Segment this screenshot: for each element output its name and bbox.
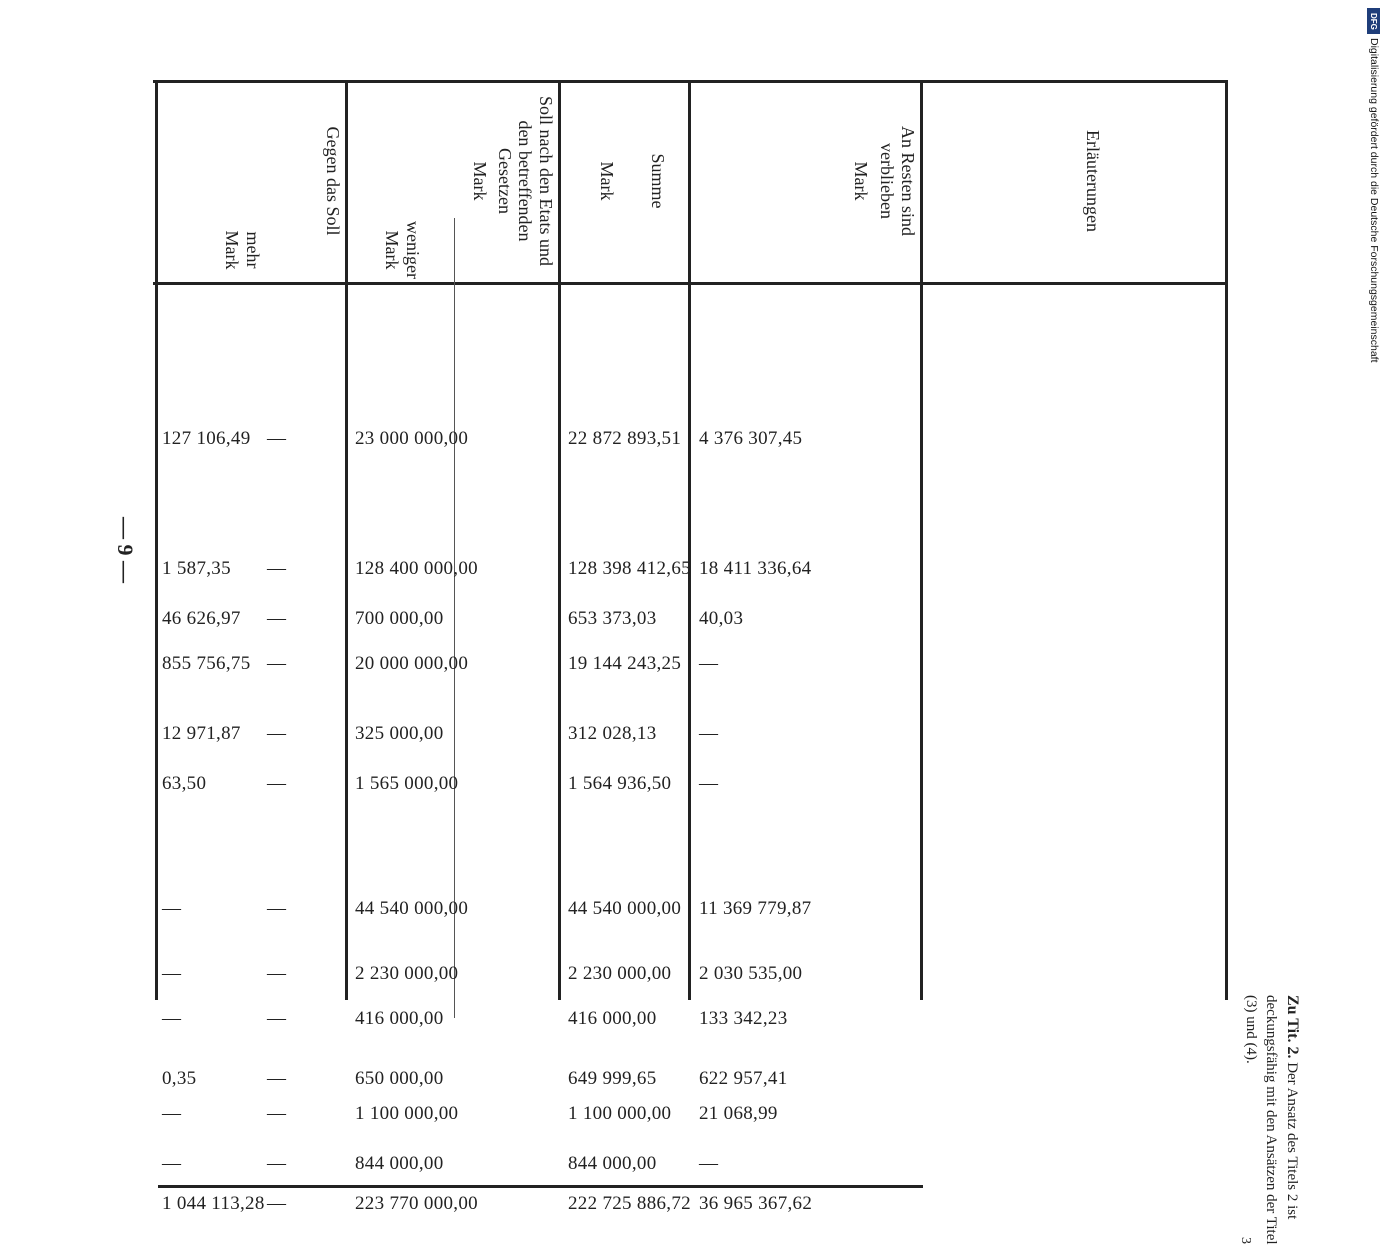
table-cell-weniger: 63,50 <box>162 773 207 794</box>
total-cell-soll: 223 770 000,00 <box>355 1193 478 1214</box>
table-cell-weniger: 127 106,49 <box>162 428 251 449</box>
table-cell-soll: 2 230 000,00 <box>355 963 459 984</box>
table-cell-summe: 653 373,03 <box>568 608 657 629</box>
note-zu-tit-2 <box>1241 995 1303 1245</box>
table-cell-weniger: 855 756,75 <box>162 653 251 674</box>
table-cell-summe: 416 000,00 <box>568 1008 657 1029</box>
table-cell-weniger: — <box>162 963 182 984</box>
note-text: Der Ansatz des Titels 2 ist deckungsfähig mit den Ansätzen der Titel (3) und (4). <box>1243 995 1300 1245</box>
table-cell-weniger: 12 971,87 <box>162 723 241 744</box>
table-cell-weniger: — <box>162 1103 182 1124</box>
table-cell-soll: 44 540 000,00 <box>355 898 469 919</box>
table-cell-mehr: — <box>267 1068 287 1089</box>
total-cell-weniger: 1 044 113,28 <box>162 1193 265 1214</box>
page-number: — 9 — <box>113 517 138 583</box>
table-cell-resten: — <box>699 653 719 674</box>
table-cell-mehr: — <box>267 723 287 744</box>
table-cell-mehr: — <box>267 558 287 579</box>
table-cell-mehr: — <box>267 963 287 984</box>
table-cell-weniger: — <box>162 1008 182 1029</box>
table-cell-mehr: — <box>267 1103 287 1124</box>
table-cell-soll: 1 100 000,00 <box>355 1103 459 1124</box>
table-cell-soll: 416 000,00 <box>355 1008 444 1029</box>
table-cell-mehr: — <box>267 773 287 794</box>
table-cell-soll: 700 000,00 <box>355 608 444 629</box>
header-resten: An Resten sind verblieben Mark <box>850 126 918 236</box>
table-cell-soll: 128 400 000,00 <box>355 558 478 579</box>
col-sep-4 <box>345 80 348 1000</box>
table-cell-resten: — <box>699 1153 719 1174</box>
table-cell-soll: 325 000,00 <box>355 723 444 744</box>
header-mehr: mehr Mark <box>222 230 263 270</box>
col-sep-2 <box>688 80 691 1000</box>
table-cell-mehr: — <box>267 608 287 629</box>
table-cell-summe: 1 564 936,50 <box>568 773 672 794</box>
footnote-mark: 3 <box>1238 1237 1253 1244</box>
note-lead: Zu Tit. 2. <box>1284 995 1301 1059</box>
table-cell-weniger: 0,35 <box>162 1068 197 1089</box>
table-cell-weniger: 1 587,35 <box>162 558 231 579</box>
total-cell-resten: 36 965 367,62 <box>699 1193 813 1214</box>
header-weniger: weniger Mark <box>382 221 423 279</box>
table-cell-summe: 312 028,13 <box>568 723 657 744</box>
header-soll: Soll nach den Etats und den betreffenden Gesetzen Mark <box>469 96 556 266</box>
table-cell-soll: 1 565 000,00 <box>355 773 459 794</box>
table-cell-resten: 40,03 <box>699 608 744 629</box>
table-cell-summe: 19 144 243,25 <box>568 653 682 674</box>
dfg-credit-strip <box>1364 8 1380 388</box>
table-cell-resten: 18 411 336,64 <box>699 558 812 579</box>
table-cell-mehr: — <box>267 1008 287 1029</box>
col-sep-1 <box>920 80 923 1000</box>
dfg-credit-text: Digitalisierung gefördert durch die Deutsche Forschungsgemeinschaft <box>1368 38 1380 363</box>
total-cell-summe: 222 725 886,72 <box>568 1193 691 1214</box>
col-sep-3 <box>558 80 561 1000</box>
table-cell-summe: 2 230 000,00 <box>568 963 672 984</box>
header-gegen-soll: Gegen das Soll <box>323 126 343 236</box>
table-cell-mehr: — <box>267 898 287 919</box>
header-summe: Summe Mark <box>597 153 668 209</box>
total-cell-mehr: — <box>267 1193 287 1214</box>
table-cell-summe: 22 872 893,51 <box>568 428 682 449</box>
table-cell-resten: 622 957,41 <box>699 1068 788 1089</box>
table-bottom-border <box>155 80 158 1000</box>
table-cell-soll: 23 000 000,00 <box>355 428 469 449</box>
table-cell-resten: 11 369 779,87 <box>699 898 812 919</box>
table-cell-summe: 649 999,65 <box>568 1068 657 1089</box>
table-cell-weniger: 46 626,97 <box>162 608 241 629</box>
table-cell-soll: 650 000,00 <box>355 1068 444 1089</box>
table-cell-mehr: — <box>267 428 287 449</box>
table-cell-resten: 133 342,23 <box>699 1008 788 1029</box>
table-cell-weniger: — <box>162 898 182 919</box>
table-cell-mehr: — <box>267 653 287 674</box>
table-cell-resten: — <box>699 773 719 794</box>
table-cell-resten: 21 068,99 <box>699 1103 778 1124</box>
dfg-logo: DFG <box>1367 8 1380 34</box>
table-cell-mehr: — <box>267 1153 287 1174</box>
table-cell-summe: 844 000,00 <box>568 1153 657 1174</box>
table-cell-summe: 1 100 000,00 <box>568 1103 672 1124</box>
table-cell-summe: 128 398 412,65 <box>568 558 691 579</box>
table-cell-resten: 4 376 307,45 <box>699 428 803 449</box>
table-cell-resten: 2 030 535,00 <box>699 963 803 984</box>
table-cell-soll: 844 000,00 <box>355 1153 444 1174</box>
table-cell-summe: 44 540 000,00 <box>568 898 682 919</box>
table-cell-resten: — <box>699 723 719 744</box>
totals-divider <box>158 1185 923 1188</box>
table-top-border <box>1225 80 1228 1000</box>
header-erlaeuterungen: Erläuterungen <box>1083 130 1103 232</box>
table-cell-soll: 20 000 000,00 <box>355 653 469 674</box>
table-cell-weniger: — <box>162 1153 182 1174</box>
